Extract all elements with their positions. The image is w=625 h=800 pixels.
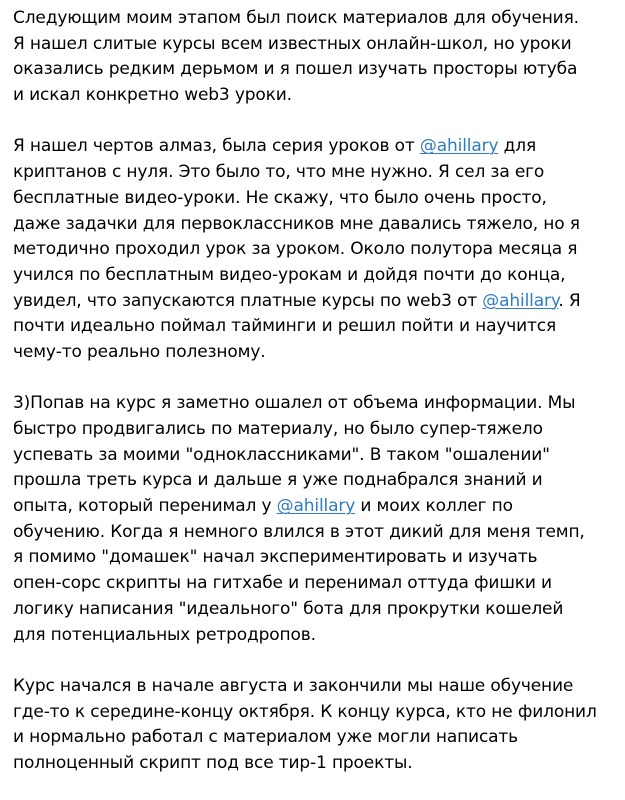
text-segment: почти идеально поймал тайминги и решил пойти и научится [13, 316, 557, 337]
text-segment: Я нашел чертов алмаз, была серия уроков от [13, 136, 420, 157]
text-segment: опыта, который перенимал у [13, 496, 277, 517]
paragraph [13, 391, 618, 648]
text-line [13, 6, 618, 32]
text-line [13, 263, 618, 289]
text-segment: увидел, что запускаются платные курсы по web3 от [13, 290, 483, 311]
paragraph [13, 6, 618, 109]
paragraph [13, 674, 618, 777]
paragraph-gap [13, 648, 618, 674]
text-line [13, 391, 618, 417]
mention-link-ahillary[interactable]: @ahillary [419, 136, 499, 157]
text-segment: методично проходил урок за уроком. Около полутора месяца я [13, 239, 578, 260]
text-line [13, 725, 618, 751]
paragraph [13, 134, 618, 365]
text-segment: . Я [558, 290, 581, 311]
text-segment: оказались редким дерьмом и я пошел изучать просторы ютуба [13, 59, 578, 80]
text-segment: где-то к середине-концу октября. К концу курса, кто не филонил [13, 701, 597, 722]
text-segment: учился по бесплатным видео-урокам и дойдя почти до конца, [13, 264, 566, 285]
text-segment: опен-сорс скрипты на гитхабе и перенимал оттуда фишки и [13, 573, 552, 594]
paragraph-gap [13, 109, 618, 135]
text-line [13, 289, 618, 315]
text-line [13, 83, 618, 109]
text-line [13, 134, 618, 160]
text-segment: прошла треть курса и дальше я уже поднабрался знаний и [13, 470, 543, 491]
text-line [13, 520, 618, 546]
text-line [13, 237, 618, 263]
text-line [13, 700, 618, 726]
text-line [13, 494, 618, 520]
text-segment: криптанов с нуля. Это было то, что мне нужно. Я сел за его [13, 162, 545, 183]
text-line [13, 32, 618, 58]
text-line [13, 314, 618, 340]
text-segment: я помимо "домашек" начал экспериментировать и изучать [13, 547, 538, 568]
text-segment: быстро продвигались по материалу, но было супер-тяжело [13, 419, 543, 439]
text-segment: Курс начался в начале августа и закончили мы наше обучение [13, 675, 574, 696]
text-segment: обучению. Когда я немного влился в этот дикий для меня темп, [13, 521, 585, 542]
text-line [13, 468, 618, 494]
text-segment: для потенциальных ретродропов. [13, 624, 316, 645]
text-segment: для [498, 136, 537, 157]
text-segment: и моих коллег по [355, 496, 513, 517]
text-segment: бесплатные видео-уроки. Не скажу, что было очень просто, [13, 187, 547, 208]
text-line [13, 212, 618, 238]
text-line [13, 571, 618, 597]
text-line [13, 674, 618, 700]
text-line [13, 417, 618, 443]
text-line [13, 160, 618, 186]
text-segment: и искал конкретно web3 уроки. [13, 85, 292, 106]
text-line [13, 545, 618, 571]
text-line [13, 443, 618, 469]
text-line [13, 597, 618, 623]
text-line [13, 57, 618, 83]
text-segment: и нормально работал с материалом уже могли написать [13, 727, 519, 748]
text-line [13, 186, 618, 212]
text-segment: Я нашел слитые курсы всем известных онлайн-школ, но уроки [13, 33, 572, 54]
text-segment: полноценный скрипт под все тир-1 проекты. [13, 752, 413, 773]
text-line [13, 623, 618, 649]
text-segment: успевать за моими "одноклассниками". В таком "ошалении" [13, 444, 550, 465]
text-segment: даже задачки для первоклассников мне давались тяжело, но я [13, 213, 580, 234]
post-text [13, 0, 618, 777]
mention-link-ahillary[interactable]: @ahillary [276, 496, 356, 517]
text-segment: Следующим моим этапом был поиск материалов для обучения. [13, 8, 579, 28]
text-segment: 3)Попав на курс я заметно ошалел от объема информации. Мы [13, 393, 576, 414]
text-line [13, 751, 618, 777]
text-segment: логику написания "идеального" бота для прокрутки кошелей [13, 598, 564, 619]
text-segment: чему-то реально полезному. [13, 341, 266, 362]
paragraph-gap [13, 366, 618, 392]
mention-link-ahillary[interactable]: @ahillary [482, 290, 559, 311]
text-line [13, 340, 618, 366]
